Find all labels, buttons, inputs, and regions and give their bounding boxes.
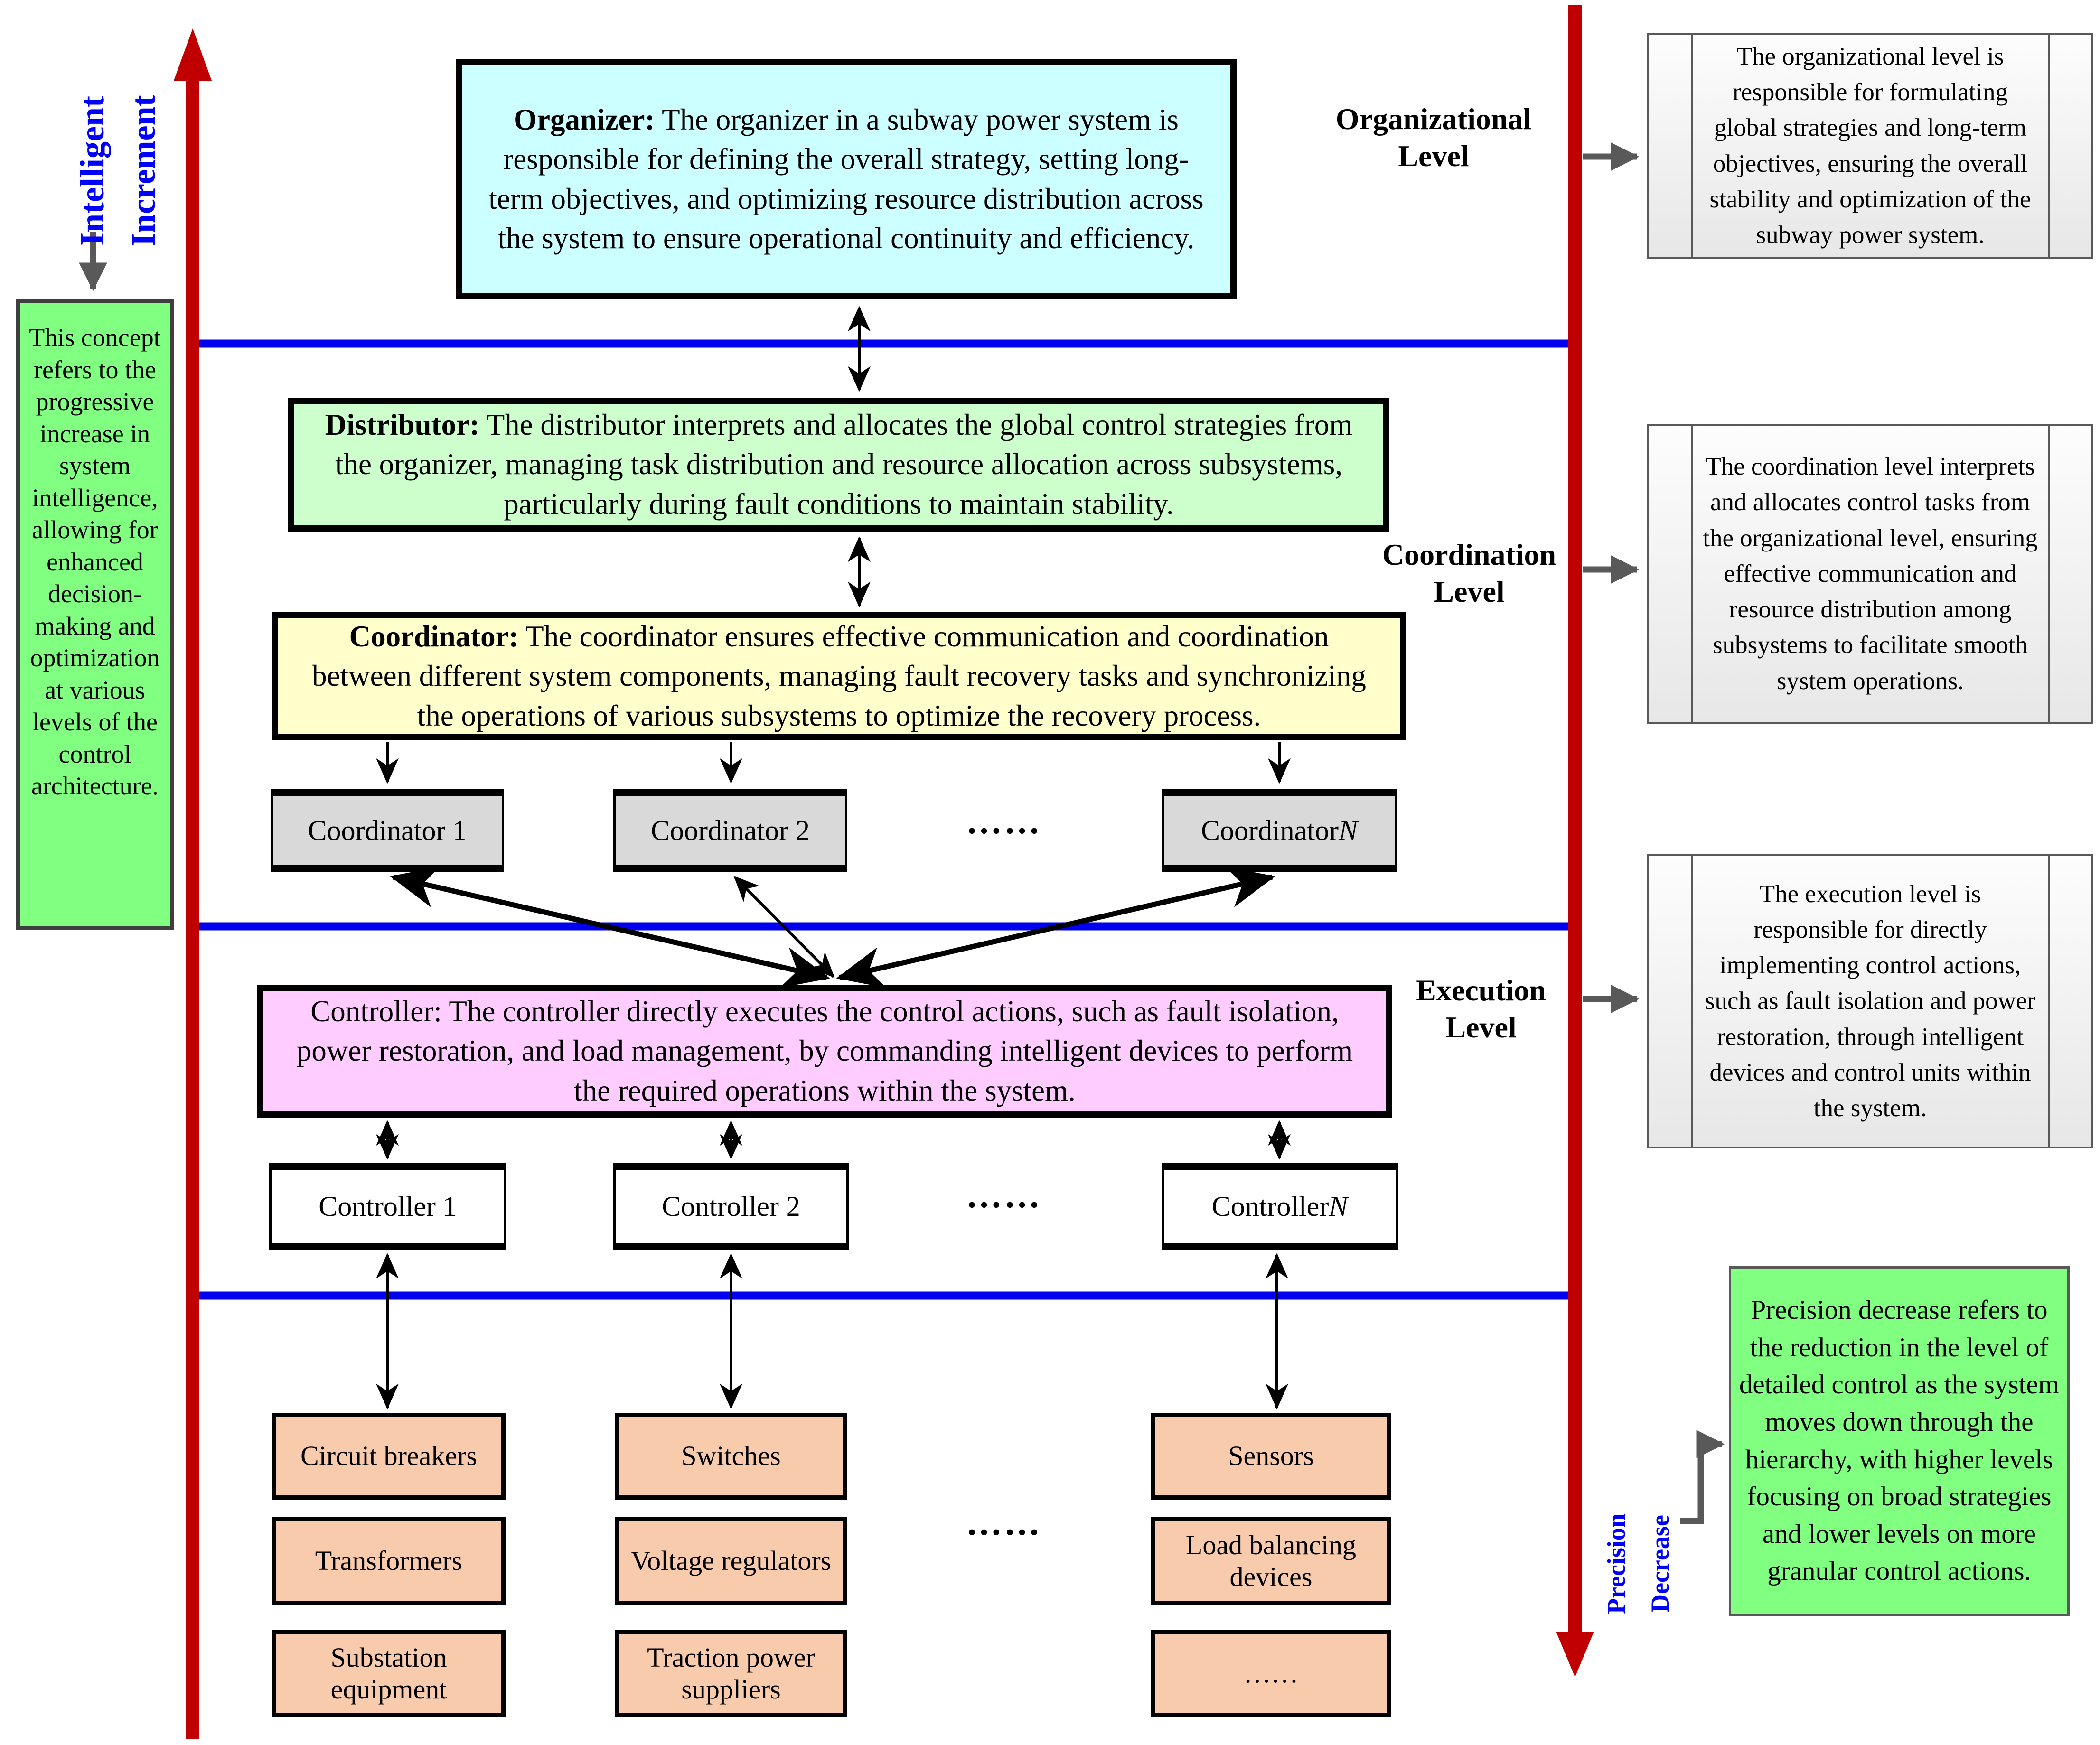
precision-decrease-note — [1729, 1266, 2070, 1616]
distributor-body: The distributor interprets and allocates the global control strategies from the organizer, managing task distribution and resource allocation across subsystems, particularly during fault conditions to maintain stability. — [335, 408, 1353, 521]
intelligent-increment-arrow — [174, 28, 212, 1739]
organizational-level-description: The organizational level is responsible for formulating global strategies and long-term objectives, ensuring the overall stability and optimization of the subway power system. — [1647, 33, 2093, 259]
controller-2-box: Controller 2 — [613, 1163, 849, 1250]
intelligent-word: Intelligent — [73, 96, 111, 246]
device-transformers: Transformers — [272, 1517, 506, 1605]
controller-ellipsis: …… — [966, 1176, 1042, 1215]
coordinator-box — [272, 612, 1406, 740]
coordinator-fanout-links — [387, 742, 1279, 782]
device-more-box: …… — [1151, 1630, 1391, 1717]
device-load-balancing: Load balancing devices — [1151, 1517, 1391, 1605]
coordinator-n-prefix: Coordinator — [1201, 814, 1339, 846]
controller-device-links — [387, 1255, 1277, 1408]
precision-word: Precision — [1602, 1513, 1631, 1614]
organizational-word: Organizational — [1335, 102, 1532, 136]
distributor-box — [288, 398, 1389, 532]
device-traction-power-suppliers: Traction power suppliers — [615, 1630, 847, 1717]
precision-decrease-label — [1595, 1497, 1682, 1630]
organizer-box — [456, 59, 1237, 299]
distributor-label: Distributor: — [325, 408, 480, 442]
controller-label: Controller: — [310, 995, 442, 1028]
controller-n-box — [1162, 1163, 1398, 1250]
device-switches: Switches — [615, 1413, 847, 1500]
coordination-level-label — [1350, 536, 1588, 610]
device-substation-equipment: Substation equipment — [272, 1630, 506, 1717]
increment-word: Increment — [124, 95, 162, 247]
precision-decrease-note-text: Precision decrease refers to the reduction in the level of detailed control as the system moves down through the hierarchy, with higher levels focusing on broad strategies and lower levels on more granular control actions. — [1739, 1295, 2060, 1586]
controller-1-box: Controller 1 — [269, 1163, 506, 1250]
controller-box — [257, 985, 1392, 1118]
controller-n-symbol: N — [1329, 1191, 1348, 1222]
organizer-label: Organizer: — [514, 103, 655, 137]
device-voltage-regulators: Voltage regulators — [615, 1517, 847, 1605]
device-circuit-breakers: Circuit breakers — [272, 1413, 506, 1500]
decrease-word: Decrease — [1645, 1515, 1674, 1613]
intelligent-increment-note: This concept refers to the progressive increase in system intelligence, allowing for enhanced decision-making and optimization at various levels of the control architecture. — [16, 299, 174, 930]
execution-level-description: The execution level is responsible for directly implementing control actions, such as fault isolation and power restoration, through intelligent devices and control units within the system. — [1647, 854, 2093, 1148]
coordinator-n-symbol: N — [1338, 814, 1358, 846]
organizational-level-word: Level — [1398, 139, 1469, 173]
organizational-level-label — [1301, 101, 1566, 175]
device-ellipsis: …… — [966, 1503, 1042, 1543]
coordination-level-description: The coordination level interprets and allocates control tasks from the organizational level, ensuring effective communication and resource distribution among subsystems to facilitate smooth system operations. — [1647, 424, 2093, 724]
coordination-word: Coordination — [1382, 538, 1556, 571]
controller-body: The controller directly executes the control actions, such as fault isolation, power restoration, and load management, by commanding intelligent devices to perform the required operations within the system. — [296, 995, 1353, 1107]
coordination-level-word: Level — [1434, 575, 1505, 609]
coordinator-body: The coordinator ensures effective communication and coordination between different system components, managing fault recovery tasks and synchronizing the operations of various subsystems to optimize the recovery process. — [312, 620, 1366, 732]
controller-n-prefix: Controller — [1211, 1191, 1329, 1222]
precision-decrease-arrow — [1556, 5, 1594, 1677]
execution-word: Execution — [1416, 973, 1546, 1007]
coordinator-1-box: Coordinator 1 — [271, 789, 504, 872]
device-sensors: Sensors — [1151, 1413, 1391, 1500]
execution-level-label — [1377, 972, 1585, 1046]
intelligent-increment-label — [66, 66, 169, 275]
controller-fanout-links — [387, 1122, 1279, 1158]
coordinator-n-box — [1162, 789, 1397, 872]
coordinator-ellipsis: …… — [966, 802, 1042, 841]
coordinator-2-box: Coordinator 2 — [613, 789, 847, 872]
coordinator-label: Coordinator: — [349, 620, 519, 653]
execution-level-word: Level — [1445, 1010, 1517, 1045]
organizer-body: The organizer in a subway power system is responsible for defining the overall strategy, setting long-term objectives, and optimizing resource distribution across the system to ensure operational continuity and efficiency. — [488, 103, 1204, 255]
